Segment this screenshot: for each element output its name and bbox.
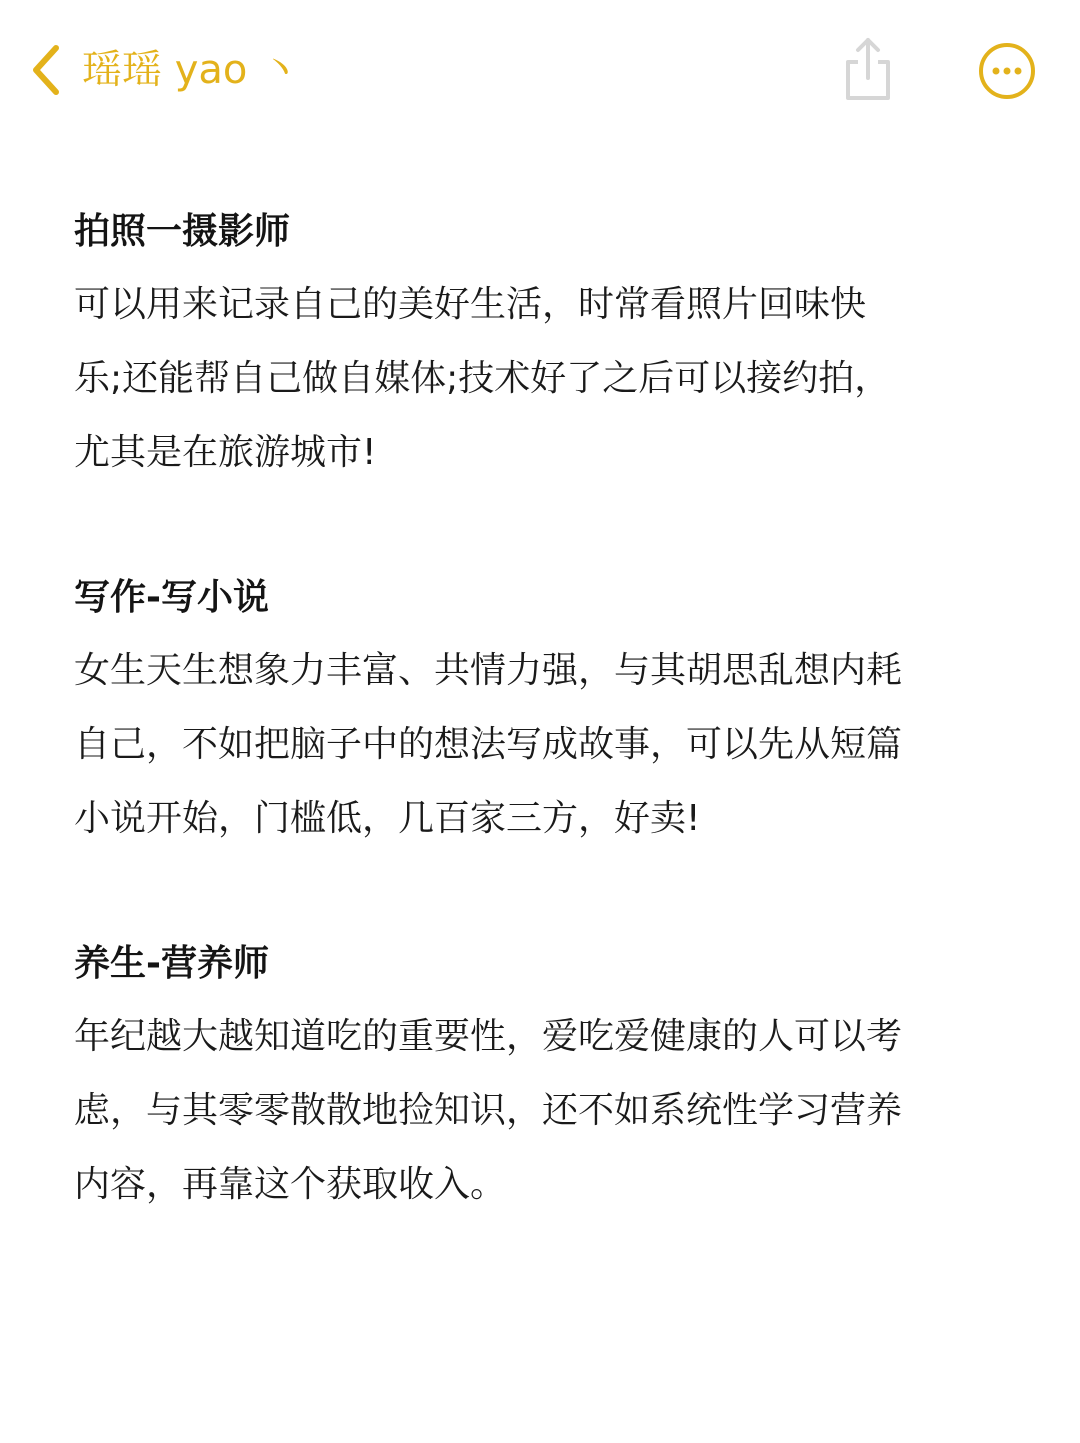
text-line: 自己，不如把脑子中的想法写成故事，可以先从短篇 bbox=[74, 724, 903, 765]
note-section-photography bbox=[74, 196, 1014, 490]
note-section-nutrition bbox=[74, 928, 1014, 1222]
back-label: 瑶瑶 yao 丶 bbox=[82, 47, 301, 93]
text-line: 内容，再靠这个获取收入。 bbox=[74, 1164, 507, 1205]
text-line: 女生天生想象力丰富、共情力强，与其胡思乱想内耗 bbox=[74, 650, 903, 691]
text-line: 乐;还能帮自己做自媒体;技术好了之后可以接约拍， bbox=[74, 358, 891, 399]
section-text bbox=[74, 634, 1014, 856]
text-line: 可以用来记录自己的美好生活，时常看照片回味快 bbox=[74, 284, 867, 325]
note-body[interactable] bbox=[74, 196, 1014, 1294]
note-section-writing bbox=[74, 562, 1014, 856]
navigation-bar bbox=[0, 0, 1080, 140]
section-text bbox=[74, 268, 1014, 490]
chevron-left-icon bbox=[26, 42, 66, 98]
share-icon bbox=[838, 34, 898, 104]
share-button[interactable] bbox=[838, 34, 898, 104]
section-text bbox=[74, 1000, 1014, 1222]
more-button[interactable] bbox=[978, 42, 1036, 100]
text-line: 虑，与其零零散散地捡知识，还不如系统性学习营养 bbox=[74, 1090, 903, 1131]
text-line: 年纪越大越知道吃的重要性，爱吃爱健康的人可以考 bbox=[74, 1016, 903, 1057]
section-title: 养生-营养师 bbox=[74, 943, 269, 984]
back-button[interactable] bbox=[26, 36, 300, 104]
section-title: 写作-写小说 bbox=[74, 577, 269, 618]
text-line: 小说开始，门槛低，几百家三方，好卖! bbox=[74, 798, 701, 839]
text-line: 尤其是在旅游城市! bbox=[74, 432, 377, 473]
section-title: 拍照一摄影师 bbox=[74, 211, 291, 252]
more-icon bbox=[978, 42, 1036, 100]
